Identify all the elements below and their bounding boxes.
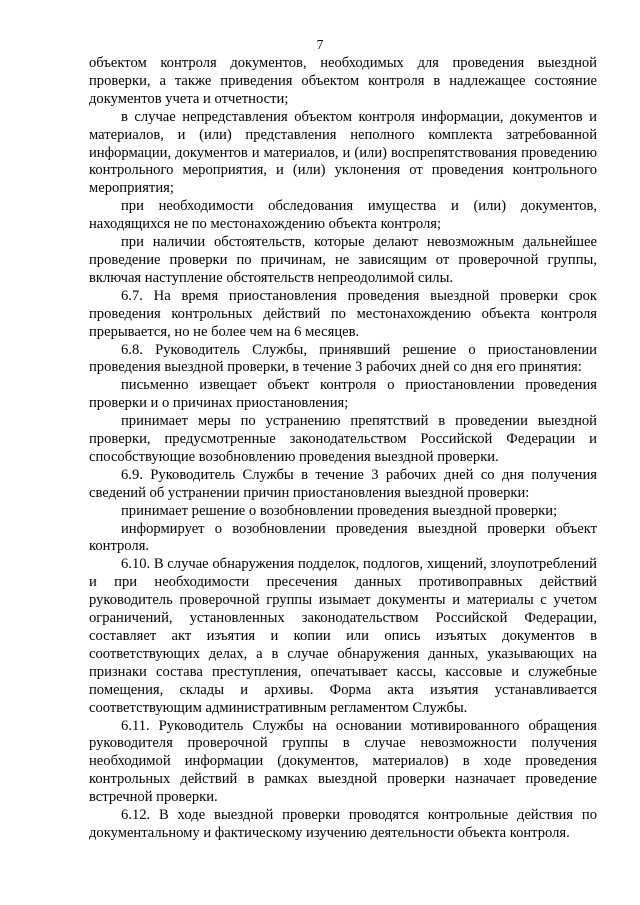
paragraph: письменно извещает объект контроля о приостановлении проведения проверки и о причинах приостановления;	[89, 377, 597, 412]
paragraph: информирует о возобновлении проведения выездной проверки объект контроля.	[89, 520, 597, 555]
paragraph: при наличии обстоятельств, которые делают невозможным дальнейшее проведение проверки по причинам, не зависящим от проверочной группы, включая наступление обстоятельств непреодолимой силы.	[89, 234, 597, 286]
page-number: 7	[316, 37, 324, 52]
paragraph-continuation: объектом контроля документов, необходимых для проведения выездной проверки, а также приведения объектом контроля в надлежащее состояние документов учета и отчетности;	[89, 55, 597, 107]
paragraph: при необходимости обследования имущества и (или) документов, находящихся не по местонахождению объекта контроля;	[89, 198, 597, 233]
document-body	[89, 55, 597, 843]
paragraph: принимает решение о возобновлении проведения выездной проверки;	[121, 502, 558, 519]
paragraph-6-12: 6.12. В ходе выездной проверки проводятся контрольные действия по документальному и фактическому изучению деятельности объекта контроля.	[89, 807, 597, 841]
paragraph-6-10: 6.10. В случае обнаружения подделок, подлогов, хищений, злоупотреблений и при необходимости пресечения данных противоправных действий руководитель проверочной группы изымает документы и материалы с учетом ограничений, установленных законодательством Российской Федерации, составляет акт изъятия и копии или опись изъятых документов в соответствующих делах, а в случае обнаружения данных, указывающих на признаки состава преступления, опечатывает кассы, кассовые и служебные помещения, склады и архивы. Форма акта изъятия устанавливается соответствующим административным регламентом Службы.	[89, 556, 597, 716]
paragraph-6-11: 6.11. Руководитель Службы на основании мотивированного обращения руководителя проверочной группы в случае невозможности получения необходимой информации (документов, материалов) в ходе проведения контрольных действий в рамках выездной проверки назначает проведение встречной проверки.	[89, 717, 597, 806]
paragraph-6-8: 6.8. Руководитель Службы, принявший решение о приостановлении проведения выездной проверки, в течение 3 рабочих дней со дня его принятия:	[89, 341, 597, 376]
paragraph: принимает меры по устранению препятствий в проведении выездной проверки, предусмотренные законодательством Российской Федерации и способствующие возобновлению проведения выездной проверки.	[89, 413, 597, 465]
paragraph-6-7: 6.7. На время приостановления проведения выездной проверки срок проведения контрольных действий по местонахождению объекта контроля прерывается, но не более чем на 6 месяцев.	[89, 287, 597, 340]
paragraph: в случае непредставления объектом контроля информации, документов и материалов, и (или) представления неполного комплекта затребованной информации, документов и материалов, и (или) воспрепятствования проведению контрольного мероприятия, и (или) уклонения от проведения контрольного мероприятия;	[89, 108, 597, 197]
paragraph-6-9: 6.9. Руководитель Службы в течение 3 рабочих дней со дня получения сведений об устранении причин приостановления выездной проверки:	[89, 466, 597, 501]
